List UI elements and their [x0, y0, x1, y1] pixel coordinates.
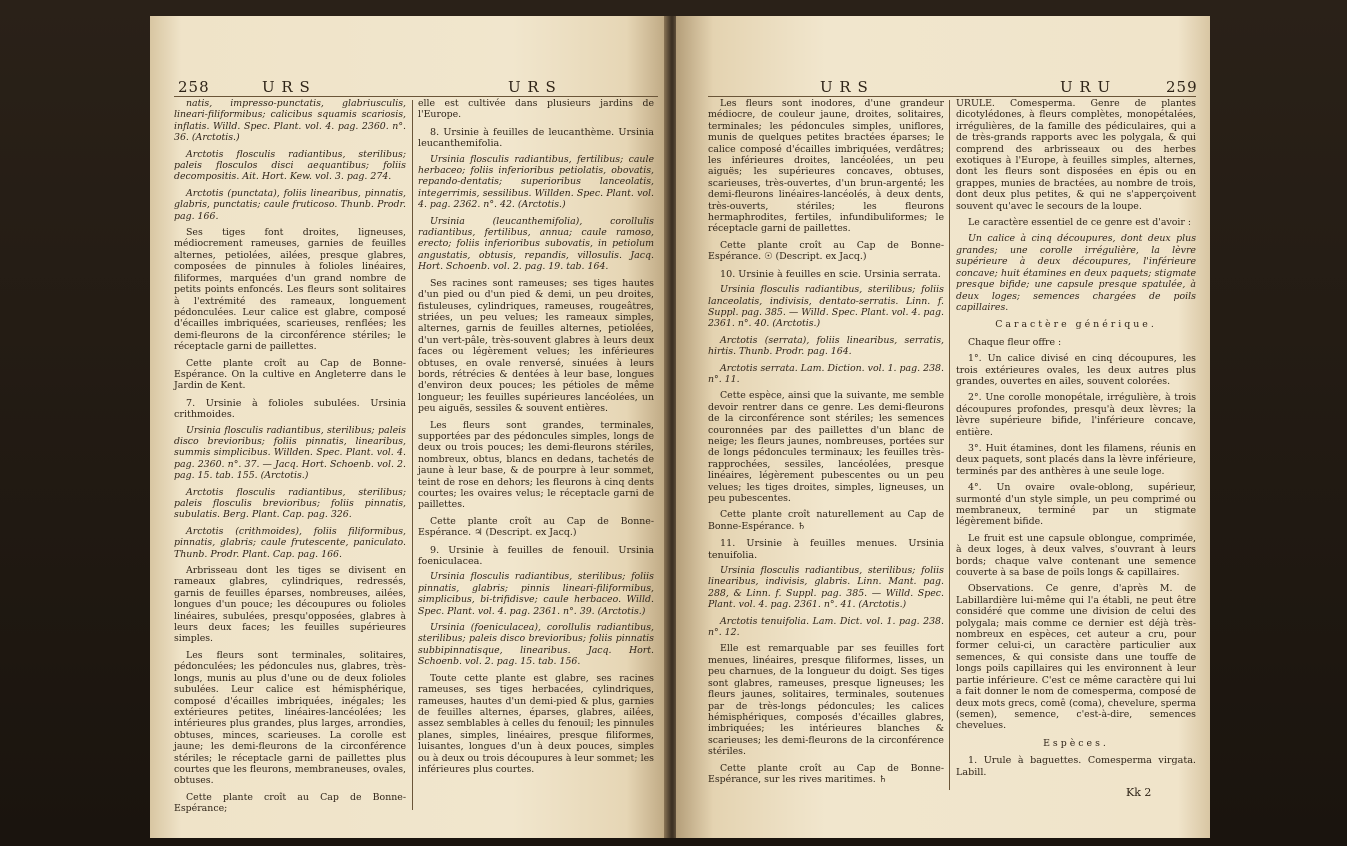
paragraph: 1°. Un calice divisé en cinq découpures, les trois extérieures ovales, les deux autres plus grandes, ouvertes en ailes, souvent colorées.: [956, 353, 1196, 387]
latin-diagnosis: Arctotis (punctata), foliis linearibus, pinnatis, glabris, punctatis; caule fruticoso. Thunb. Prodr. pag. 166.: [174, 187, 406, 222]
left-column-1: [174, 98, 406, 820]
left-page-number: 258: [178, 78, 210, 96]
paragraph: Observations. Ce genre, d'après M. de Labillardière lui-même qui l'a établi, ne peut être considéré que comme une division de celui des polygala; mais comme ce dernier est déjà très-nombreux en espèces, cet auteur a cru, pour former celui-ci, un caractère particulier aux semences, & qui consiste dans une touffe de longs poils capillaires qui les environnent à leur partie inférieure. C'est ce même caractère qui lui a fait donner le nom de comesperma, composé de deux mots grecs, comê (coma), chevelure, sperma (semen), semence, c'est-à-dire, semences chevelues.: [956, 583, 1196, 732]
paragraph: Cette plante croît naturellement au Cap de Bonne-Espérance. ♄: [708, 509, 944, 532]
paragraph: Cette plante croît au Cap de Bonne-Espérance. ♃ (Descript. ex Jacq.): [418, 515, 654, 539]
latin-diagnosis: Arctotis tenuifolia. Lam. Dict. vol. 1. pag. 238. n°. 12.: [708, 615, 944, 639]
signature-mark: Kk 2: [1126, 786, 1152, 799]
right-column-2: [956, 98, 1196, 782]
paragraph: Cette plante croît au Cap de Bonne-Espérance, sur les rives maritimes. ♄: [708, 762, 944, 785]
paragraph: Ses tiges font droites, ligneuses, médiocrement rameuses, garnies de feuilles alternes, petiolées, ailées, presque glabres, composées de pinnules à folioles linéaires, filiformes, marquées d'un grand nombre de petits points enfoncés. Les fleurs sont solitaires à l'extrémité des rameaux, longuement pédonculées. Leur calice est glabre, composé d'écailles imbriquées, scarieuses, renflées; les demi-fleurons de la circonférence stériles; le réceptacle garni de paillettes.: [174, 227, 406, 353]
paragraph: Le fruit est une capsule oblongue, comprimée, à deux loges, à deux valves, s'ouvrant à leurs bords; chaque valve contenant une semence couverte à sa base de poils longs & capillaires.: [956, 532, 1196, 579]
paragraph: elle est cultivée dans plusieurs jardins de l'Europe.: [418, 98, 654, 121]
paragraph: Les fleurs sont terminales, solitaires, pédonculées; les pédoncules nus, glabres, très-longs, munis au plus d'une ou de deux folioles subulées. Leur calice est hémisphérique, composé d'écailles imbriquées, inégales; les extérieures petites, linéaires-lancéolées; les intérieures plus grandes, plus larges, arrondies, obtuses, minces, scarieuses. La corolle est jaune; les demi-fleurons de la circonférence stériles; le réceptacle garni de paillettes plus courtes que les fleurons, membraneuses, ovales, obtuses.: [174, 649, 406, 787]
paragraph: Chaque fleur offre :: [968, 336, 1062, 348]
paragraph: Toute cette plante est glabre, ses racines rameuses, ses tiges herbacées, cylindriques, rameuses, hautes d'un demi-pied & plus, garnies de feuilles alternes, éparses, glabres, ailées, assez semblables à celles du fenouil; les pinnules planes, simples, linéaires, presque filiformes, luisantes, longues d'un à deux pouces, simples ou à deux ou trois découpures à leur sommet; les inférieures plus courtes.: [418, 672, 654, 775]
paragraph: Arbrisseau dont les tiges se divisent en rameaux glabres, cylindriques, redressés, garnis de feuilles éparses, nombreuses, ailées, longues d'un pouce; les découpures ou folioles linéaires, subulées, presqu'opposées, glabres à leurs deux faces; les feuilles supérieures simples.: [174, 565, 406, 645]
latin-diagnosis: Ursinia flosculis radiantibus, fertilibus; caule herbaceo; foliis inferioribus petiolatis, obovatis, repando-dentatis; superioribus lanceolatis, integerrimis, sessilibus. Willden. Spec. Plant. vol. 4. pag. 2362. n°. 42. (Arctotis.): [418, 153, 654, 211]
paragraph: URULE. Comesperma. Genre de plantes dicotylédones, à fleurs complètes, monopétalées, irrégulières, de la famille des pédiculaires, qui a de très-grands rapports avec les polygala, & qui comprend des arbrisseaux ou des herbes exotiques à l'Europe, à feuilles simples, alternes, dont les fleurs sont disposées en épis ou en grappes, munies de bractées, au nombre de trois, dont deux plus petites, & qui ne s'apperçoivent souvent qu'avec le secours de la loupe.: [956, 98, 1196, 212]
paragraph: Cette espèce, ainsi que la suivante, me semble devoir rentrer dans ce genre. Les demi-fleurons de la circonférence sont stériles; les semences couronnées par des paillettes d'un blanc de neige; les fleurs jaunes, nombreuses, portées sur de longs pédoncules terminaux; les feuilles très-rapprochées, sessiles, lancéolées, presque linéaires, légèrement pubescentes ou un peu velues; les tiges droites, simples, ligneuses, un peu pubescentes.: [708, 390, 944, 504]
paragraph: Elle est remarquable par ses feuilles fort menues, linéaires, presque filiformes, lisses, un peu charnues, de la longueur du doigt. Ses tiges sont glabres, rameuses, presque ligneuses; les fleurs jaunes, solitaires, terminales, soutenues par de très-longs pédoncules; les calices hémisphériques, composés d'écailles glabres, imbriquées; les intérieures blanches & scarieuses; les demi-fleurons de la circonférence stériles.: [708, 643, 944, 758]
paragraph: Caractère générique.: [995, 319, 1157, 331]
paragraph: 3°. Huit étamines, dont les filamens, réunis en deux paquets, sont placés dans la lèvre inférieure, terminés par des anthères à une seule loge.: [956, 442, 1196, 477]
paragraph: 2°. Une corolle monopétale, irrégulière, à trois découpures profondes, presqu'à deux lèvres; la lèvre supérieure bifide, l'inférieure concave, entière.: [956, 392, 1196, 438]
latin-diagnosis: natis, impresso-punctatis, glabriusculis, lineari-filiformibus; calicibus squamis scariosis, inflatis. Willd. Spec. Plant. vol. 4. pag. 2360. n°. 36. (Arctotis.): [174, 98, 406, 144]
latin-diagnosis: Un calice à cinq découpures, dont deux plus grandes; une corolle irrégulière, la lèvre supérieure à deux découpures, l'inférieure concave; huit étamines en deux paquets; stigmate presque bifide; une capsule presque spatulée, à deux loges; semences chargées de poils capillaires.: [956, 233, 1196, 313]
entry-heading: 9. Ursinie à feuilles de fenouil. Ursinia foeniculacea.: [418, 544, 654, 568]
paragraph: 4°. Un ovaire ovale-oblong, supérieur, surmonté d'un style simple, un peu comprimé ou membraneux, terminé par un stigmate légèrement bifide.: [956, 482, 1196, 528]
latin-diagnosis: Ursinia flosculis radiantibus, sterilibus; foliis linearibus, indivisis, glabris. Linn. Mant. pag. 288, & Linn. f. Suppl. pag. 385. — Willd. Spec. Plant. vol. 4. pag. 2361. n°. 41. (Arctotis.): [708, 565, 944, 611]
entry-heading: 1. Urule à baguettes. Comesperma virgata. Labill.: [956, 755, 1196, 778]
right-running-head-b: U R U: [1060, 78, 1112, 96]
right-column-divider: [949, 100, 950, 790]
entry-heading: 11. Ursinie à feuilles menues. Ursinia tenuifolia.: [708, 538, 944, 561]
left-head-rule: [174, 96, 658, 97]
latin-diagnosis: Arctotis (crithmoides), foliis filiformibus, pinnatis, glabris; caule frutescente, paniculato. Thunb. Prodr. Plant. Cap. pag. 166.: [174, 525, 406, 560]
entry-heading: 7. Ursinie à folioles subulées. Ursinia crithmoides.: [174, 397, 406, 421]
latin-diagnosis: Ursinia flosculis radiantibus, sterilibus; paleis disco brevioribus; foliis pinnatis, linearibus, summis simplicibus. Willden. Spec. Plant. vol. 4. pag. 2360. n°. 37. — Jacq. Hort. Schoenb. vol. 2. pag. 15. tab. 155. (Arctotis.): [174, 424, 406, 482]
latin-diagnosis: Arctotis serrata. Lam. Diction. vol. 1. pag. 238. n°. 11.: [708, 362, 944, 385]
paragraph: Ses racines sont rameuses; ses tiges hautes d'un pied ou d'un pied & demi, un peu droites, fistuleuses, cylindriques, rameuses, rougeâtres, striées, un peu velues; les rameaux simples, alternes, garnis de feuilles alternes, petiolées, d'un vert-pâle, très-souvent glabres à leurs deux faces ou légèrement velues; les inférieures obtuses, en ovale renversé, sinuées à leurs bords, rétrécies & dentées à leur base, longues d'environ deux pouces; les pétioles de même longueur; les feuilles supérieures lancéolées, un peu aiguës, sessiles & souvent entières.: [418, 277, 654, 415]
paragraph: Les fleurs sont grandes, terminales, supportées par des pédoncules simples, longs de deux ou trois pouces; les demi-fleurons stériles, nombreux, obtus, blancs en dedans, tachetés de jaune à leur base, & de pourpre à leur sommet, teint de rose en dehors; les fleurons à cinq dents courtes; les ovaires velus; le réceptacle garni de paillettes.: [418, 419, 654, 511]
entry-heading: 10. Ursinie à feuilles en scie. Ursinia serrata.: [720, 268, 941, 280]
right-head-rule: [708, 96, 1196, 97]
entry-heading: 8. Ursinie à feuilles de leucanthème. Ursinia leucanthemifolia.: [418, 126, 654, 150]
paragraph: Cette plante croît au Cap de Bonne-Espérance;: [174, 791, 406, 815]
right-page-number: 259: [1166, 78, 1198, 96]
latin-diagnosis: Ursinia (foeniculacea), corollulis radiantibus, sterilibus; paleis disco brevioribus; foliis pinnatis subbipinnatisque, linearibus. Jacq. Hort. Schoenb. vol. 2. pag. 15. tab. 156.: [418, 622, 654, 668]
paragraph: Les fleurs sont inodores, d'une grandeur médiocre, de couleur jaune, droites, solitaires, terminales; les pédoncules simples, uniflores, munis de quelques petites bractées éparses; le calice composé d'écailles imbriquées, verdâtres; les inférieures droites, lancéolées, un peu aiguës; les supérieures concaves, obtuses, scarieuses, très-ouvertes, d'un brun-argenté; les demi-fleurons linéaires-lancéolés, à deux dents, très-ouverts, stériles; les fleurons hermaphrodites, fertiles, infundibuliformes; le réceptacle garni de paillettes.: [708, 98, 944, 235]
paragraph: Espèces.: [1043, 737, 1109, 749]
left-page: [150, 16, 668, 838]
latin-diagnosis: Ursinia flosculis radiantibus, sterilibus; foliis lanceolatis, indivisis, dentato-serratis. Linn. f. Suppl. pag. 385. — Willd. Spec. Plant. vol. 4. pag. 2361. n°. 40. (Arctotis.): [708, 284, 944, 330]
latin-diagnosis: Arctotis (serrata), foliis linearibus, serratis, hirtis. Thunb. Prodr. pag. 164.: [708, 334, 944, 358]
latin-diagnosis: Arctotis flosculis radiantibus, sterilibus; paleis flosculis brevioribus; foliis pinnatis, subulatis. Berg. Plant. Cap. pag. 326.: [174, 486, 406, 521]
left-column-2: [418, 98, 654, 780]
latin-diagnosis: Arctotis flosculis radiantibus, sterilibus; paleis flosculos disci aequantibus; foliis decompositis. Ait. Hort. Kew. vol. 3. pag. 274.: [174, 148, 406, 183]
latin-diagnosis: Ursinia flosculis radiantibus, sterilibus; foliis pinnatis, glabris; pinnis lineari-filiformibus, simplicibus, bi-trifidisve; caule herbaceo. Willd. Spec. Plant. vol. 4. pag. 2361. n°. 39. (Arctotis.): [418, 571, 654, 617]
paragraph: Le caractère essentiel de ce genre est d'avoir :: [968, 217, 1192, 229]
right-running-head-a: U R S: [820, 78, 869, 96]
left-column-divider: [412, 100, 413, 810]
latin-diagnosis: Ursinia (leucanthemifolia), corollulis radiantibus, fertilibus, annua; caule ramoso, erecto; foliis inferioribus subovatis, in petiolum angustatis, obtusis, repandis, villosulis. Jacq. Hort. Schoenb. vol. 2. pag. 19. tab. 164.: [418, 215, 654, 273]
right-column-1: [708, 98, 944, 790]
left-running-head-b: U R S: [508, 78, 557, 96]
paragraph: Cette plante croît au Cap de Bonne-Espérance. On la cultive en Angleterre dans le Jardin de Kent.: [174, 357, 406, 392]
right-page: [676, 16, 1210, 838]
left-running-head-a: U R S: [262, 78, 311, 96]
paragraph: Cette plante croît au Cap de Bonne-Espérance. ☉ (Descript. ex Jacq.): [708, 239, 944, 263]
